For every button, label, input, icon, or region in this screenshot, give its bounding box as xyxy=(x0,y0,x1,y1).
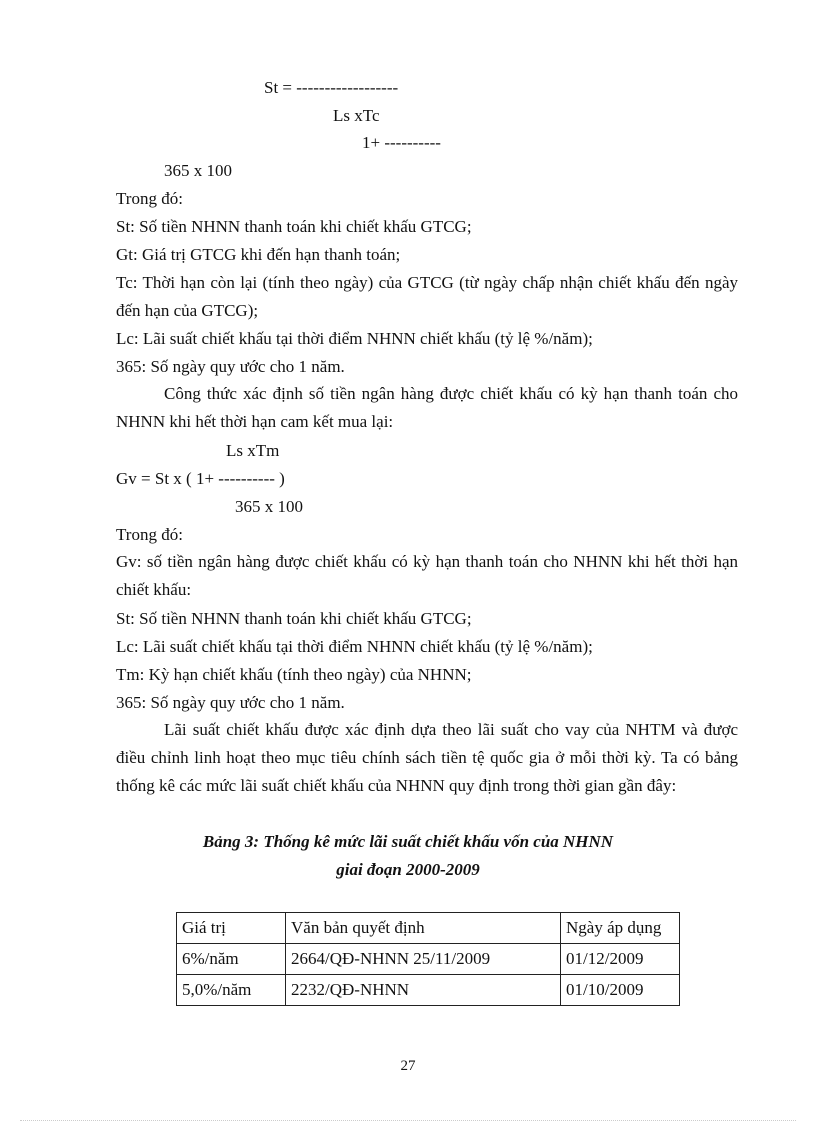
table-cell: 2232/QĐ-NHNN xyxy=(286,975,561,1006)
legend1-item: 365: Số ngày quy ước cho 1 năm. xyxy=(116,357,345,376)
table-caption-title: Bảng 3: Thống kê mức lãi suất chiết khấu vốn của NHNN xyxy=(202,832,614,851)
formula1-denominator: 365 x 100 xyxy=(164,161,232,180)
legend2-item: 365: Số ngày quy ước cho 1 năm. xyxy=(116,693,345,712)
formula2-numerator: Ls xTm xyxy=(226,441,280,460)
legend1-item: Lc: Lãi suất chiết khấu tại thời điểm NHNN chiết khấu (tỷ lệ %/năm); xyxy=(116,329,593,348)
discount-rate-table xyxy=(176,912,680,1006)
formula1-fraction: 1+ ---------- xyxy=(362,133,441,152)
legend2-item: Lc: Lãi suất chiết khấu tại thời điểm NHNN chiết khấu (tỷ lệ %/năm); xyxy=(116,637,593,656)
table-header-row xyxy=(177,913,680,944)
legend1-heading: Trong đó: xyxy=(116,189,183,208)
table-cell: 01/12/2009 xyxy=(561,944,680,975)
table-cell: 6%/năm xyxy=(177,944,286,975)
page-bottom-rule xyxy=(20,1120,796,1121)
table-header-cell: Giá trị xyxy=(177,913,286,944)
legend1-item: St: Số tiền NHNN thanh toán khi chiết khấu GTCG; xyxy=(116,217,472,236)
formula2-denominator: 365 x 100 xyxy=(235,497,303,516)
paragraph-discount-rate: Lãi suất chiết khấu được xác định dựa theo lãi suất cho vay của NHTM và được điều chỉnh linh hoạt theo mục tiêu chính sách tiền tệ quốc gia ở mỗi thời kỳ. Ta có bảng thống kê các mức lãi suất chiết khấu của NHNN quy định trong thời gian gần đây: xyxy=(116,720,738,795)
paragraph-formula-intro: Công thức xác định số tiền ngân hàng được chiết khấu có kỳ hạn thanh toán cho NHNN khi hết thời hạn cam kết mua lại: xyxy=(116,384,738,431)
formula1-line1: St = ------------------ xyxy=(264,78,399,97)
legend2-item: Gv: số tiền ngân hàng được chiết khấu có kỳ hạn thanh toán cho NHNN khi hết thời hạn chiết khấu: xyxy=(116,552,738,599)
table-header-cell: Ngày áp dụng xyxy=(561,913,680,944)
legend1-item: Gt: Giá trị GTCG khi đến hạn thanh toán; xyxy=(116,245,401,264)
legend2-item: Tm: Kỳ hạn chiết khấu (tính theo ngày) của NHNN; xyxy=(116,665,472,684)
table-row xyxy=(177,975,680,1006)
table-cell: 2664/QĐ-NHNN 25/11/2009 xyxy=(286,944,561,975)
legend2-item: St: Số tiền NHNN thanh toán khi chiết khấu GTCG; xyxy=(116,609,472,628)
legend1-item: Tc: Thời hạn còn lại (tính theo ngày) của GTCG (từ ngày chấp nhận chiết khấu đến ngày đến hạn của GTCG); xyxy=(116,273,738,320)
table-header-cell: Văn bản quyết định xyxy=(286,913,561,944)
formula2-main: Gv = St x ( 1+ ---------- ) xyxy=(116,469,285,488)
table-cell: 01/10/2009 xyxy=(561,975,680,1006)
formula1-numerator: Ls xTc xyxy=(333,106,380,125)
legend2-heading: Trong đó: xyxy=(116,525,183,544)
table-row xyxy=(177,944,680,975)
table-caption-period: giai đoạn 2000-2009 xyxy=(336,860,480,879)
page-number: 27 xyxy=(400,1058,416,1074)
table-cell: 5,0%/năm xyxy=(177,975,286,1006)
